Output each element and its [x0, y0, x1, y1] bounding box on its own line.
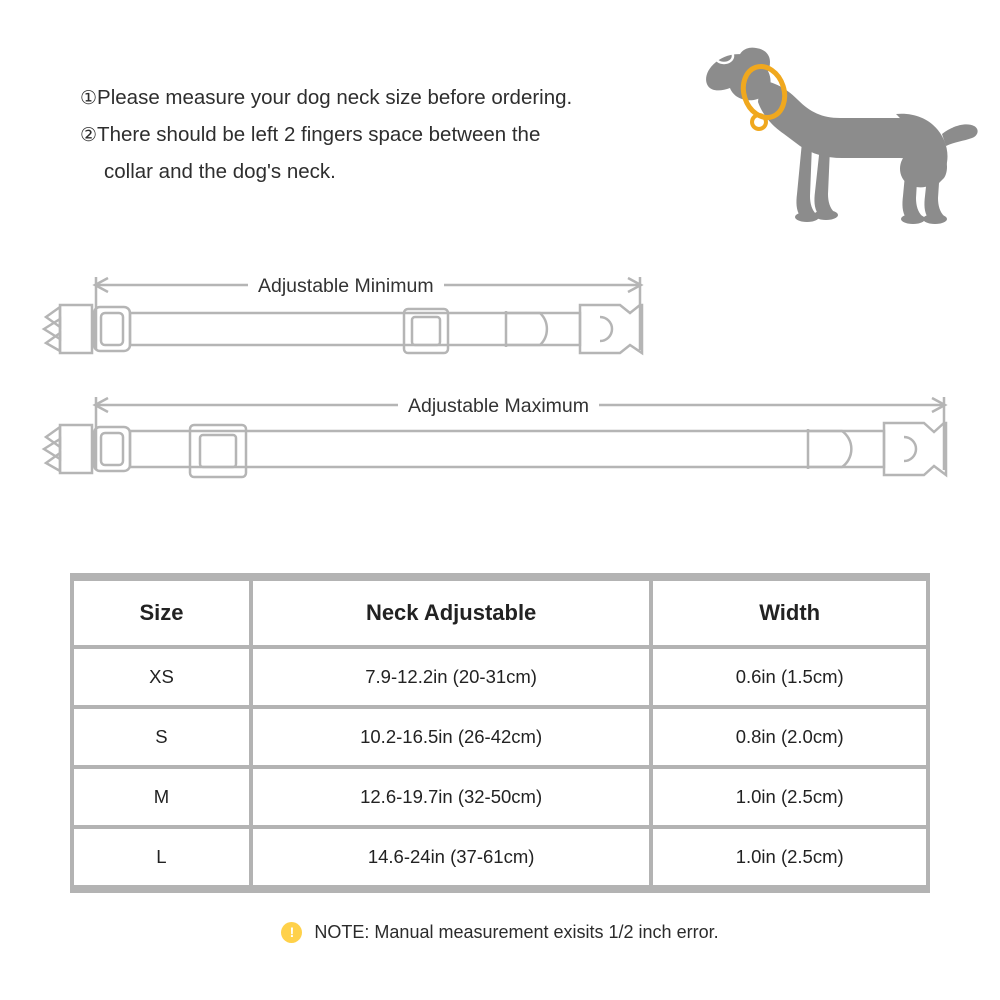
table-header-row — [74, 581, 926, 645]
header-neck-adjustable: Neck Adjustable — [253, 581, 653, 645]
size-table-container — [70, 573, 930, 893]
cell-neck: 10.2-16.5in (26-42cm) — [253, 709, 653, 765]
table-row — [74, 769, 926, 825]
cell-width: 1.0in (2.5cm) — [653, 829, 926, 885]
instruction-line — [80, 80, 680, 117]
cell-neck: 14.6-24in (37-61cm) — [253, 829, 653, 885]
adjustable-maximum-label: Adjustable Maximum — [398, 395, 599, 418]
cell-neck: 12.6-19.7in (32-50cm) — [253, 769, 653, 825]
header-size: Size — [74, 581, 253, 645]
cell-width: 0.6in (1.5cm) — [653, 649, 926, 705]
cell-size: XS — [74, 649, 253, 705]
instruction-marker: ② — [80, 125, 98, 146]
size-table — [74, 577, 926, 889]
instruction-line — [80, 117, 680, 154]
instruction-line — [80, 154, 680, 190]
table-row — [74, 829, 926, 885]
cell-width: 1.0in (2.5cm) — [653, 769, 926, 825]
dog-illustration — [660, 18, 980, 228]
cell-size: L — [74, 829, 253, 885]
instructions-block — [80, 80, 680, 190]
cell-size: M — [74, 769, 253, 825]
cell-neck: 7.9-12.2in (20-31cm) — [253, 649, 653, 705]
collar-diagrams — [0, 255, 1000, 525]
instruction-marker: ① — [80, 88, 98, 109]
header-width: Width — [653, 581, 926, 645]
cell-width: 0.8in (2.0cm) — [653, 709, 926, 765]
exclamation-icon: ! — [281, 922, 302, 943]
instruction-text: There should be left 2 fingers space between the — [97, 123, 541, 146]
table-row — [74, 709, 926, 765]
table-row — [74, 649, 926, 705]
adjustable-minimum-label: Adjustable Minimum — [248, 275, 444, 298]
cell-size: S — [74, 709, 253, 765]
note-text: NOTE: Manual measurement exisits 1/2 inch error. — [314, 922, 719, 942]
note-row — [0, 922, 1000, 943]
instruction-text: Please measure your dog neck size before ordering. — [97, 86, 573, 109]
instruction-text: collar and the dog's neck. — [104, 160, 336, 183]
